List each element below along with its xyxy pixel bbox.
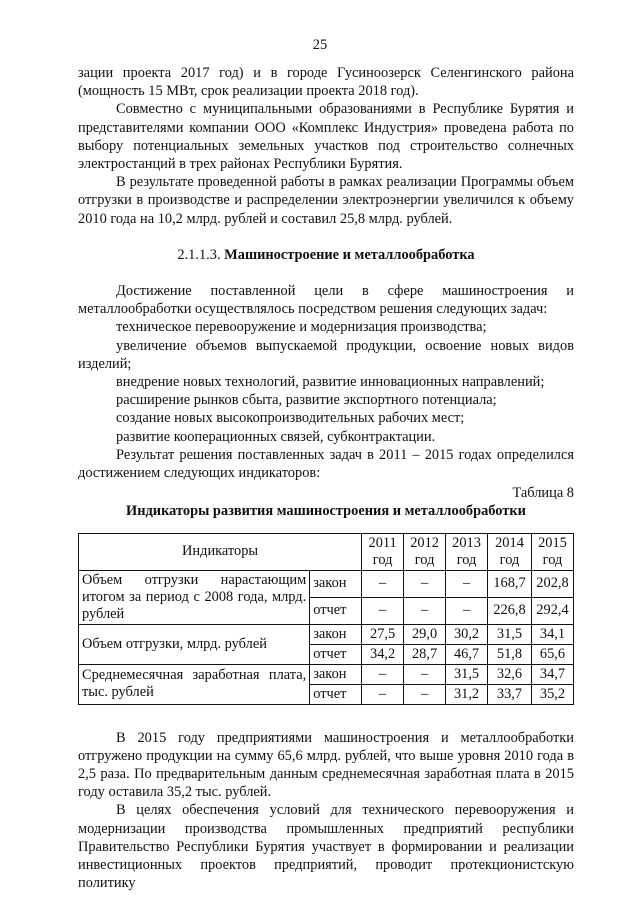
cell-value: 34,7 [531, 664, 573, 684]
task-item-5: создание новых высокопроизводительных рабочих мест; [116, 410, 465, 427]
body-paragraph-1: Достижение поставленной цели в сфере машиностроения и металлообработки осуществлялось посредством решения следующих задач: [78, 283, 574, 318]
header-year: 2015 год [531, 533, 573, 570]
cell-value: 27,5 [362, 624, 404, 644]
row-kind: закон [310, 664, 362, 684]
cell-value: – [404, 570, 446, 597]
task-item-3: внедрение новых технологий, развитие инновационных направлений; [116, 374, 545, 391]
cell-value: 292,4 [531, 597, 573, 624]
cell-value: 30,2 [446, 624, 488, 644]
cell-value: 34,2 [362, 644, 404, 664]
intro-paragraph-3: В результате проведенной работы в рамках реализации Программы объем отгрузки в производстве и распределении электроэнергии увеличился к объему 2010 года на 10,2 млрд. рублей и составил 25,8 млрд. рублей. [78, 174, 574, 227]
header-year: 2012 год [404, 533, 446, 570]
cell-value: – [362, 570, 404, 597]
page-number: 25 [312, 37, 328, 53]
table-row [79, 570, 574, 597]
indicator-name: Среднемесячная заработная плата, тыс. рублей [79, 664, 310, 704]
closing-paragraph-2: В целях обеспечения условий для технического перевооружения и модернизации производства промышленных предприятий республики Правительство Республики Бурятия участвует в формировании и реализации инвестиционных проектов предприятий, проводит протекционистскую политику [78, 802, 574, 892]
page-content [78, 64, 574, 893]
indicator-name: Объем отгрузки нарастающим итогом за период с 2008 года, млрд. рублей [79, 570, 310, 624]
cell-value: 46,7 [446, 644, 488, 664]
section-heading [78, 246, 574, 264]
cell-value: – [362, 684, 404, 704]
cell-value: – [404, 664, 446, 684]
row-kind: отчет [310, 597, 362, 624]
cell-value: 168,7 [488, 570, 532, 597]
row-kind: отчет [310, 684, 362, 704]
cell-value: – [362, 597, 404, 624]
header-year: 2014 год [488, 533, 532, 570]
table-label: Таблица 8 [512, 485, 574, 502]
header-year: 2011 год [362, 533, 404, 570]
row-kind: отчет [310, 644, 362, 664]
cell-value: – [404, 597, 446, 624]
spacer [78, 264, 574, 282]
task-item-6: развитие кооперационных связей, субконтрактации. [116, 428, 436, 445]
body-paragraph-result: Результат решения поставленных задач в 2011 – 2015 годах определился достижением следующих индикаторов: [78, 446, 574, 482]
cell-value: – [446, 597, 488, 624]
section-title: Машиностроение и металлообработка [224, 246, 475, 263]
cell-value: 32,6 [488, 664, 532, 684]
task-item-2: увеличение объемов выпускаемой продукции, освоение новых видов изделий; [78, 337, 574, 372]
cell-value: 226,8 [488, 597, 532, 624]
task-item-1: техническое перевооружение и модернизация производства; [116, 319, 487, 336]
section-number: 2.1.1.3. [177, 246, 221, 263]
intro-paragraph-2: Совместно с муниципальными образованиями в Республике Бурятия и представителями компании ООО «Комплекс Индустрия» проведена работа по выбору потенциальных земельных участков под строительство солнечных электростанций в трех районах Республики Бурятия. [78, 101, 574, 173]
cell-value: 35,2 [531, 684, 573, 704]
cell-value: 202,8 [531, 570, 573, 597]
header-year: 2013 год [446, 533, 488, 570]
table-row [79, 624, 574, 644]
cell-value: 65,6 [531, 644, 573, 664]
cell-value: 34,1 [531, 624, 573, 644]
cell-value: 31,5 [446, 664, 488, 684]
cell-value: 33,7 [488, 684, 532, 704]
intro-paragraph-1: зации проекта 2017 год) и в городе Гусиноозерск Селенгинского района (мощность 15 МВт, срок реализации проекта 2018 год). [78, 65, 574, 100]
cell-value: 31,5 [488, 624, 532, 644]
closing-text [78, 729, 574, 893]
indicator-name: Объем отгрузки, млрд. рублей [79, 624, 310, 664]
cell-value: – [362, 664, 404, 684]
cell-value: – [404, 684, 446, 704]
cell-value: 28,7 [404, 644, 446, 664]
closing-paragraph-1: В 2015 году предприятиями машиностроения и металлообработки отгружено продукции на сумму 65,6 млрд. рублей, что выше уровня 2010 года в 2,5 раза. По предварительным данным среднемесячная заработная плата в 2015 году оставила 35,2 тыс. рублей. [78, 729, 574, 801]
table-row [79, 664, 574, 684]
table-title: Индикаторы развития машиностроения и металлообработки [126, 503, 526, 520]
task-item-4: расширение рынков сбыта, развитие экспортного потенциала; [116, 392, 497, 409]
cell-value: 29,0 [404, 624, 446, 644]
row-kind: закон [310, 570, 362, 597]
cell-value: 31,2 [446, 684, 488, 704]
row-kind: закон [310, 624, 362, 644]
cell-value: – [446, 570, 488, 597]
cell-value: 51,8 [488, 644, 532, 664]
table-header-row [79, 533, 574, 570]
indicators-table [78, 533, 574, 705]
header-indicators: Индикаторы [79, 533, 362, 570]
